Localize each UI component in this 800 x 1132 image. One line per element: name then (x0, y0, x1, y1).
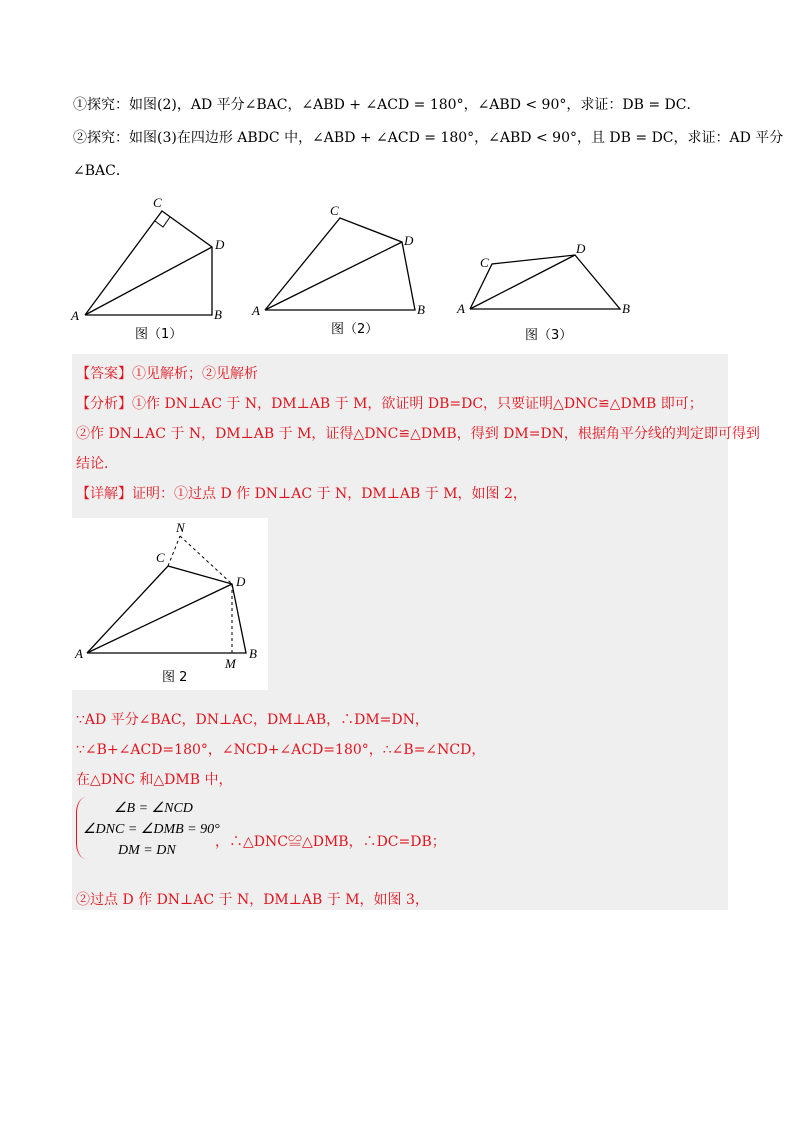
answer-tag: 【答案】 (76, 366, 132, 382)
analysis-line-2: ②作 DN⊥AC 于 N，DM⊥AB 于 M，证得△DNC≌△DMB，得到 DM=DN，根据角平分线的判定即可得到 (76, 426, 760, 442)
fig1-caption: 图（1） (135, 327, 183, 342)
fig3-label-B: B (622, 301, 630, 316)
fig3-label-C: C (480, 255, 489, 270)
proof-line-3: 在△DNC 和△DMB 中， (76, 772, 233, 788)
fig1-label-B: B (214, 307, 222, 322)
analysis-text-1: ①作 DN⊥AC 于 N，DM⊥AB 于 M，欲证明 DB=DC，只要证明△DNC≌△DMB 即可； (132, 396, 703, 412)
proof-label-D: D (236, 574, 246, 589)
fig2-label-D: D (404, 233, 414, 248)
answer-line (76, 364, 258, 384)
proof-label-M: M (225, 656, 236, 671)
proof-figure-box (72, 518, 268, 690)
analysis-line-3: 结论． (76, 456, 118, 472)
fig3-caption: 图（3） (525, 328, 573, 343)
question-line-2: ②探究：如图(3)在四边形 ABDC 中，∠ABD + ∠ACD = 180°，∠ABD < 90°，且 DB = DC，求证：AD 平分 (73, 130, 784, 146)
figure-1 (85, 211, 212, 315)
detail-tag: 【详解】 (76, 486, 132, 502)
proof-line-4: ②过点 D 作 DN⊥AC 于 N，DM⊥AB 于 M，如图 3， (76, 892, 429, 908)
proof-line-1: ∵AD 平分∠BAC，DN⊥AC，DM⊥AB，∴DM=DN， (76, 712, 429, 728)
proof-figure (72, 518, 268, 690)
question-line-3: ∠BAC． (73, 163, 130, 179)
analysis-tag: 【分析】 (76, 396, 132, 412)
analysis-line-1 (76, 394, 703, 414)
answer-text: ①见解析；②见解析 (132, 366, 258, 382)
question-line-1: ①探究：如图(2)，AD 平分∠BAC，∠ABD + ∠ACD = 180°，∠ABD < 90°，求证：DB = DC． (73, 97, 701, 113)
system-eq-3: DM = DN (118, 843, 176, 858)
proof-label-C: C (156, 550, 165, 565)
proof-figure-caption: 图 2 (162, 670, 188, 685)
fig1-label-C: C (153, 195, 162, 210)
figure-2 (265, 218, 415, 310)
fig1-label-A: A (71, 308, 79, 323)
system-eq-1: ∠B = ∠NCD (114, 801, 193, 816)
system-eq-2: ∠DNC = ∠DMB = 90° (83, 822, 220, 837)
fig2-label-C: C (330, 203, 339, 218)
system-conclusion: ，∴△DNC≌△DMB，∴DC=DB； (215, 834, 446, 850)
proof-label-N: N (176, 520, 185, 535)
fig3-label-A: A (457, 301, 465, 316)
fig2-label-B: B (417, 302, 425, 317)
detail-line-1 (76, 484, 527, 504)
proof-line-2: ∵∠B+∠ACD=180°，∠NCD+∠ACD=180°，∴∠B=∠NCD， (76, 742, 486, 758)
question-figures (65, 185, 645, 345)
detail-text-1: 证明：①过点 D 作 DN⊥AC 于 N，DM⊥AB 于 M，如图 2， (132, 486, 527, 502)
fig3-label-D: D (576, 241, 586, 256)
fig2-label-A: A (252, 303, 260, 318)
proof-label-B: B (249, 646, 257, 661)
fig2-caption: 图（2） (331, 322, 379, 337)
figure-3 (470, 255, 620, 309)
fig1-label-D: D (215, 237, 225, 252)
proof-label-A: A (75, 646, 83, 661)
